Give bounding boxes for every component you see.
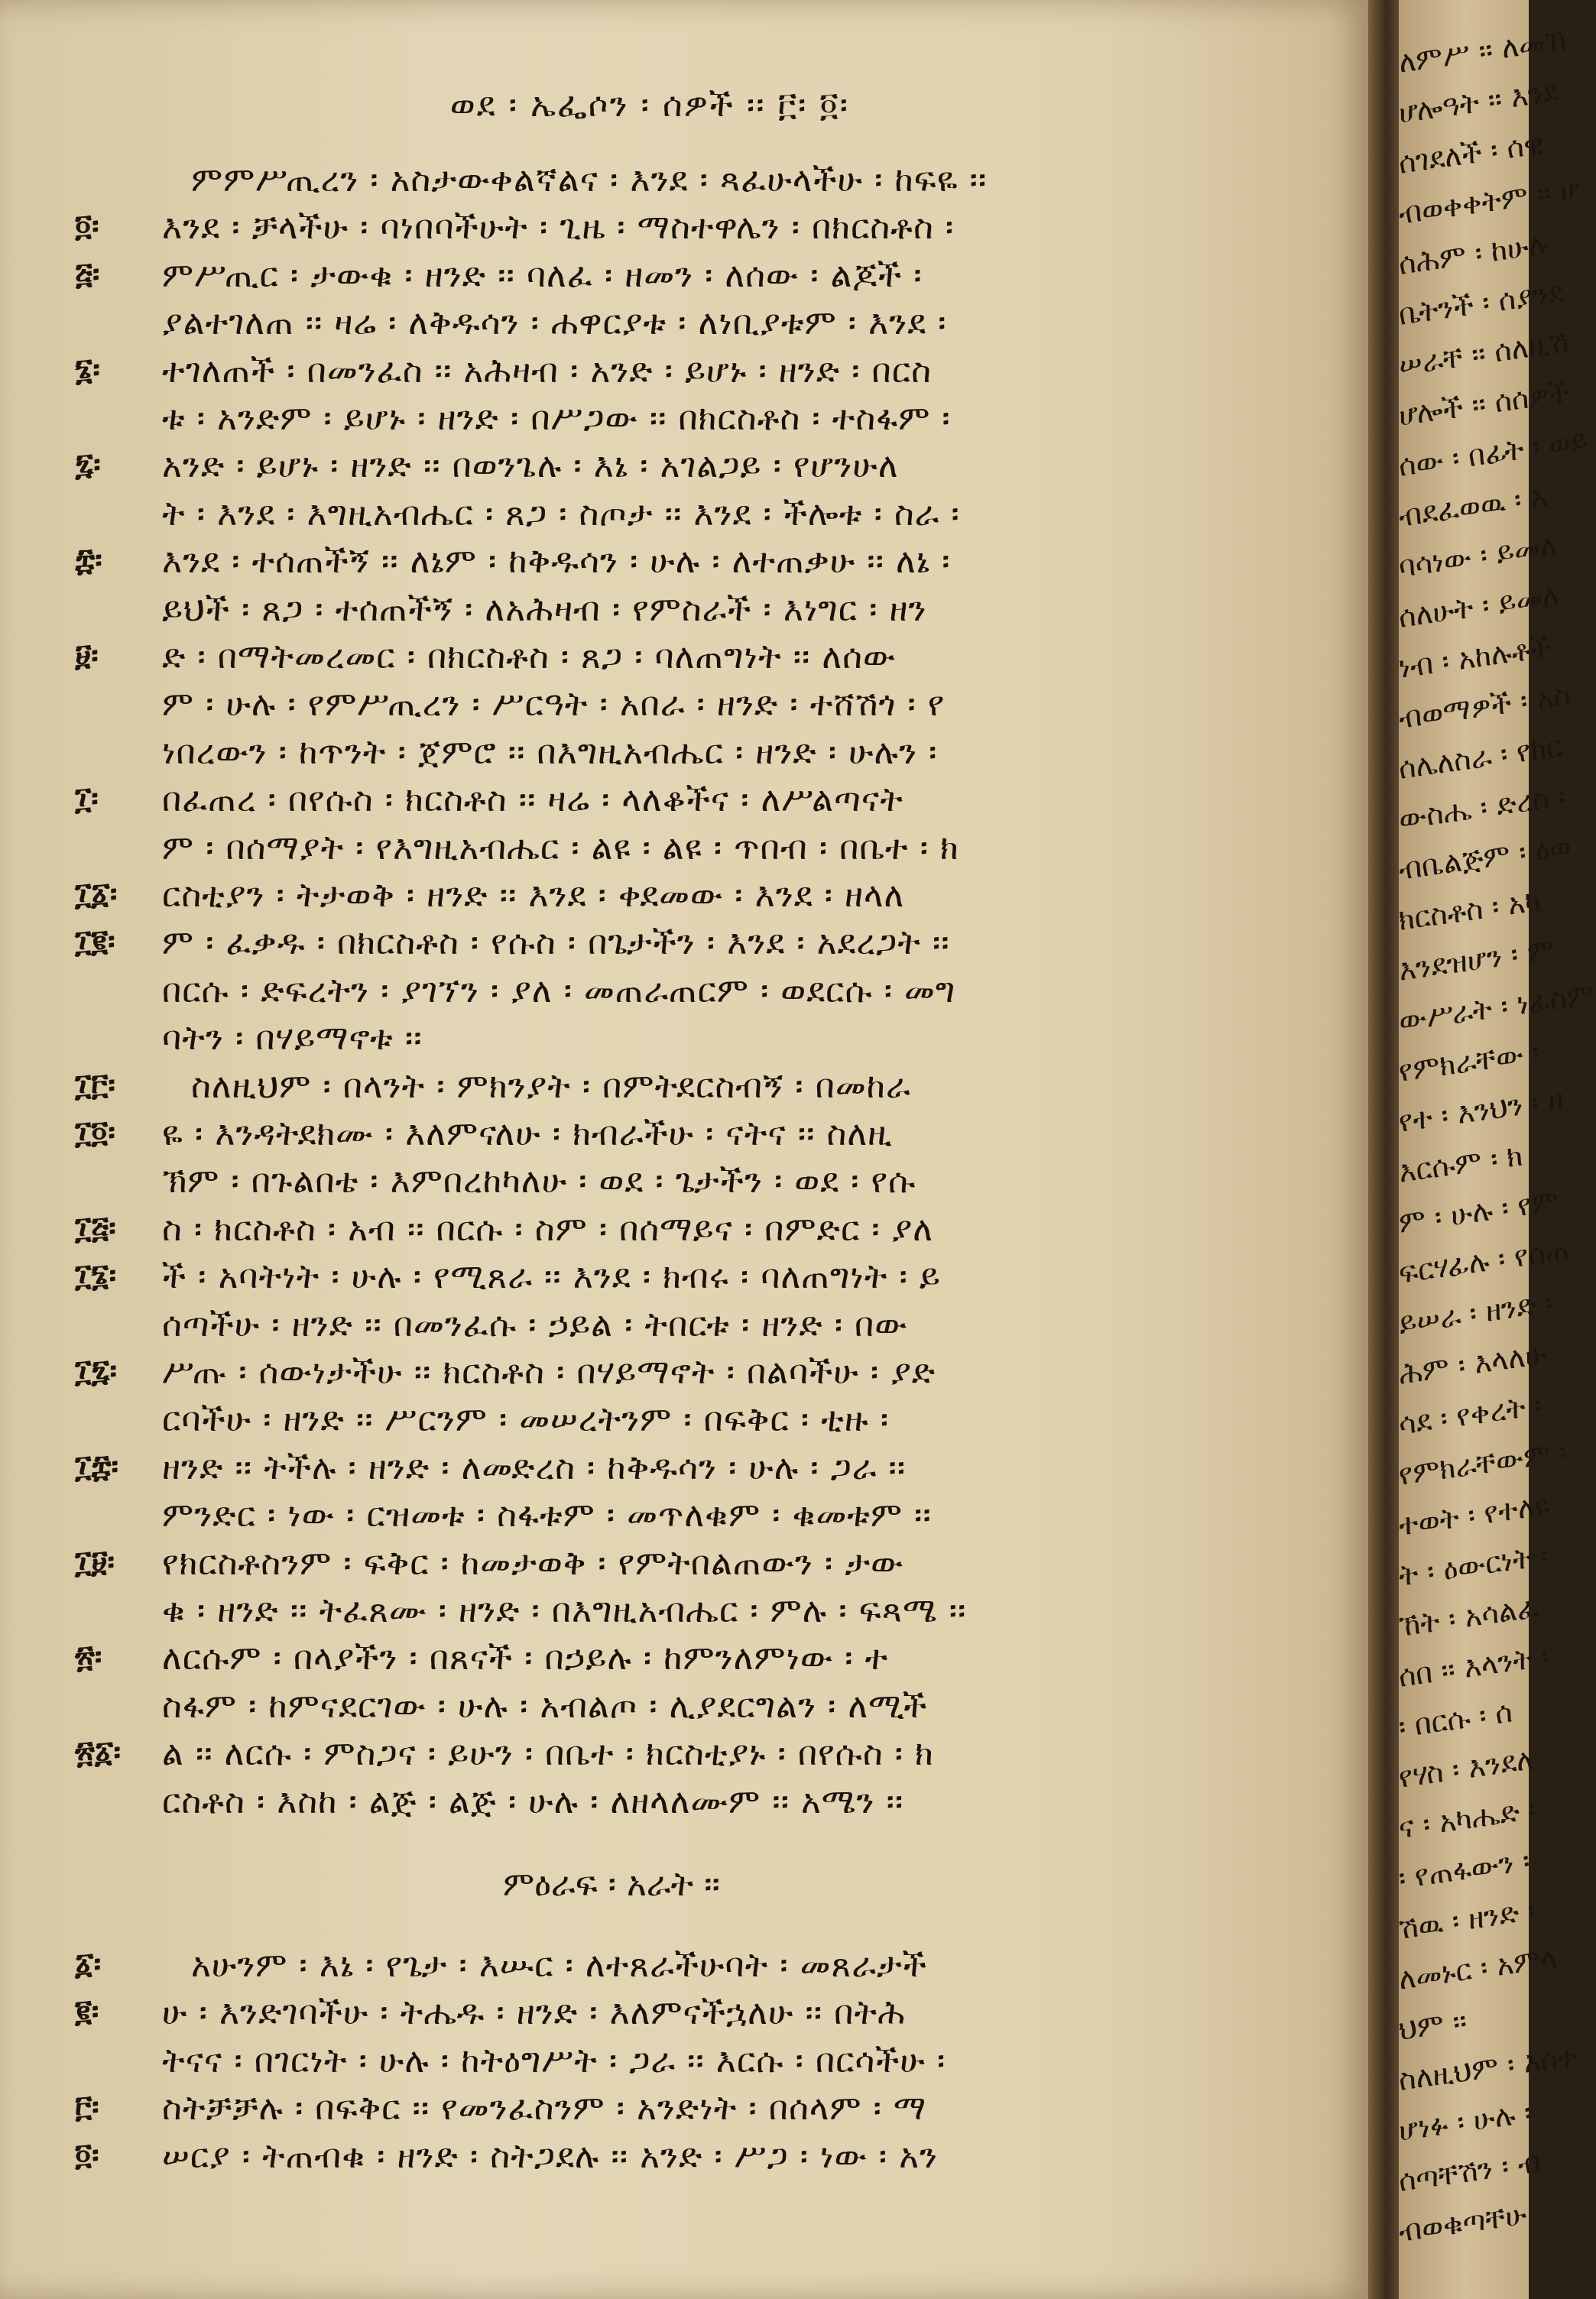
text-line (0, 399, 1368, 445)
facing-page-line: ሰሕም ፡ ከሁሉ (1396, 226, 1552, 281)
facing-page-line: ሆሎች ፡፡ ሰሰዎች (1396, 375, 1572, 433)
line-text: ተገለጠች ፡ በመንፈስ ፡፡ አሕዛብ ፡ አንድ ፡ ይሆኑ ፡ ዘንድ ፡ በርስ (162, 351, 932, 391)
text-line (0, 1305, 1368, 1351)
verse-number: ፲፯፡ (75, 1353, 117, 1389)
text-line (0, 780, 1368, 826)
facing-page-line: ሆሎዓት ፡፡ እንደ (1396, 73, 1562, 130)
verse-number: ፫፡ (75, 2089, 99, 2126)
line-text: እንደ ፡ ቻላችሁ ፡ ባነበባችሁት ፡ ጊዜ ፡ ማስተዋሌን ፡ በክርስቶስ ፡ (162, 208, 955, 248)
line-text: እንደ ፡ ተሰጠችኝ ፡፡ ለኔም ፡ ከቅዱሳን ፡ ሁሉ ፡ ለተጠቃሁ ፡፡ ለኔ ፡ (162, 542, 951, 582)
text-line (0, 2137, 1368, 2183)
line-text: ት ፡ እንደ ፡ እግዚአብሔር ፡ ጸጋ ፡ ስጦታ ፡፡ እንደ ፡ ችሎቱ ፡ ስራ ፡ (162, 494, 960, 533)
verse-number: ፳፩፡ (75, 1734, 121, 1771)
facing-page-line: ሰጣቸሽን ፡ ብ (1396, 2145, 1543, 2198)
line-text: ዬ ፡ እንዳትደክሙ ፡ እለምናለሁ ፡ ክብራችሁ ፡ ናትና ፡፡ ስለዚ (162, 1114, 893, 1153)
text-line (0, 1734, 1368, 1780)
verse-number: ፪፡ (75, 1993, 99, 2030)
text-line (0, 446, 1368, 492)
text-line (0, 208, 1368, 254)
line-text: ርባችሁ ፡ ዘንድ ፡፡ ሥርንም ፡ መሠረትንም ፡ በፍቅር ፡ ቲዙ ፡ (162, 1400, 890, 1440)
facing-page-line: ስለዚህም ፡ እሰተ (1396, 2038, 1579, 2097)
text-line (0, 1639, 1368, 1685)
text-line (0, 1114, 1368, 1160)
line-text: ል ፡፡ ለርሱ ፡ ምስጋና ፡ ይሁን ፡ በቤተ ፡ ክርስቲያኑ ፡ በየሱስ ፡ ክ (162, 1734, 934, 1774)
text-line (0, 1993, 1368, 2039)
line-text: ሰጣችሁ ፡ ዘንድ ፡፡ በመንፈሱ ፡ ኃይል ፡ ትበርቱ ፡ ዘንድ ፡ በው (162, 1305, 908, 1344)
verse-number: ፲፭፡ (75, 1209, 116, 1246)
line-text: ሠርያ ፡ ትጠብቁ ፡ ዘንድ ፡ ስትጋደሉ ፡፡ አንድ ፡ ሥጋ ፡ ነው ፡ አን (162, 2136, 938, 2176)
text-line (0, 685, 1368, 731)
facing-page-line: ኸት ፡ አሳልፈ (1396, 1590, 1541, 1643)
facing-page-line: ሳደ ፡ የቀረት ፡ (1396, 1388, 1544, 1441)
facing-page-line: ም ፡ ሁሉ ፡ የም (1396, 1183, 1561, 1240)
line-text: ስ ፡ ክርስቶስ ፡ አብ ፡፡ በርሱ ፡ ስም ፡ በሰማይና ፡ በምድር ፡ ያለ (162, 1209, 934, 1249)
line-text: ባትን ፡ በሃይማኖቱ ፡፡ (162, 1019, 423, 1059)
verse-number: ፱፡ (75, 637, 99, 673)
text-line (0, 352, 1368, 397)
verse-number: ፭፡ (75, 255, 100, 292)
line-text: አንድ ፡ ይሆኑ ፡ ዘንድ ፡፡ በወንጌሉ ፡ እኔ ፡ አገልጋይ ፡ የሆንሁለ (162, 446, 899, 486)
facing-page-line: ውስሔ ፡ ድረስ ፡ (1396, 779, 1568, 836)
text-line (0, 1782, 1368, 1828)
facing-page-line: ሕም ፡ እላለሁ (1396, 1337, 1549, 1391)
line-text: ቱ ፡ አንድም ፡ ይሆኑ ፡ ዘንድ ፡ በሥጋው ፡፡ በክርስቶስ ፡ ተስፋም ፡ (162, 399, 951, 438)
verse-number: ፲፬፡ (75, 1114, 115, 1150)
facing-page-line: ፡ በርሱ ፡ ሰ (1396, 1694, 1515, 1744)
facing-page-line: ፍርሃፊሉ ፡ የሰጠ (1396, 1232, 1572, 1290)
line-text: የክርስቶስንም ፡ ፍቅር ፡ ከመታወቅ ፡ የምትበልጠውን ፡ ታው (162, 1543, 904, 1583)
verse-number: ፲፫፡ (75, 1066, 115, 1103)
line-text: ርስቲያን ፡ ትታወቅ ፡ ዘንድ ፡፡ እንደ ፡ ቀደመው ፡ እንደ ፡ ዘላለ (162, 876, 905, 915)
verse-number: ፬፡ (75, 208, 99, 245)
facing-page-line: ት ፡ ዕውርነት ፡ (1396, 1538, 1550, 1593)
facing-page-line: ህም ፡፡ (1396, 2003, 1469, 2047)
facing-page-line: ሆነፉ ፡ ሁሉ ፡ (1396, 2095, 1534, 2148)
verse-number: ፲፡ (75, 780, 99, 817)
line-text: በፈጠረ ፡ በየሱስ ፡ ክርስቶስ ፡፡ ዛሬ ፡ ላለቆችና ፡ ለሥልጣናት (162, 780, 903, 820)
line-text: ስፋም ፡ ከምናደርገው ፡ ሁሉ ፡ አብልጦ ፡ ሊያደርግልን ፡ ለሚች (162, 1686, 928, 1726)
line-text: ምሥጢር ፡ ታውቁ ፡ ዘንድ ፡፡ ባለፈ ፡ ዘመን ፡ ለሰው ፡ ልጆች ፡ (162, 255, 923, 295)
text-line (0, 1019, 1368, 1065)
verse-number: ፳፡ (75, 1639, 102, 1675)
line-text: በርሱ ፡ ድፍረትን ፡ ያገኘን ፡ ያለ ፡ መጠራጠርም ፡ ወደርሱ ፡ መግ (162, 971, 956, 1010)
verse-number: ፲፰፡ (75, 1448, 118, 1484)
text-line (0, 161, 1368, 206)
text-line (0, 1687, 1368, 1733)
facing-page-line: ሰበ ፡፡ እላንት ፡ (1396, 1639, 1551, 1694)
facing-page (1396, 0, 1596, 2299)
running-head: ወደ ፡ ኤፌሶን ፡ ሰዎች ፡፡ ፫፡ ፬፡ (449, 86, 850, 125)
verse-number: ፬፡ (75, 2136, 99, 2173)
text-line (0, 828, 1368, 874)
verse-number: ፩፡ (75, 1946, 102, 1982)
line-text: ነበረውን ፡ ከጥንት ፡ ጀምሮ ፡፡ በእግዚአብሔር ፡ ዘንድ ፡ ሁሉን ፡ (162, 732, 938, 772)
verse-number: ፯፡ (75, 446, 101, 483)
line-text: ርስቶስ ፡ እስከ ፡ ልጅ ፡ ልጅ ፡ ሁሉ ፡ ለዘላለሙም ፡፡ አሜን ፡፡ (162, 1782, 904, 1821)
line-text: ድ ፡ በማትመረመር ፡ በክርስቶስ ፡ ጸጋ ፡ ባለጠግነት ፡፡ ለሰው (162, 637, 897, 676)
line-text: ትናና ፡ በገርነት ፡ ሁሉ ፡ ከትዕግሥት ፡ ጋራ ፡፡ እርሱ ፡ በርሳችሁ ፡ (162, 2041, 946, 2080)
text-line (0, 1210, 1368, 1256)
line-text: ይህች ፡ ጸጋ ፡ ተሰጠችኝ ፡ ለአሕዛብ ፡ የምስራች ፡ እነግር ፡ ዘን (162, 589, 927, 629)
facing-page-line: የተ ፡ እንህን ፡ ዘ (1396, 1081, 1566, 1139)
line-text: ዘንድ ፡፡ ትችሉ ፡ ዘንድ ፡ ለመድረስ ፡ ከቅዱሳን ፡ ሁሉ ፡ ጋራ ፡፡ (162, 1448, 907, 1487)
text-line (0, 637, 1368, 683)
verse-number: ፰፡ (75, 542, 102, 579)
facing-page-line: ይሠራ ፡ ዘንድ ፡ (1396, 1286, 1555, 1341)
line-text: ስትቻቻሉ ፡ በፍቅር ፡፡ የመንፈስንም ፡ አንድነት ፡ በሰላም ፡ ማ (162, 2089, 927, 2129)
text-line (0, 590, 1368, 636)
text-line (0, 733, 1368, 779)
text-line (0, 876, 1368, 922)
facing-page-line: ሰለሁት ፡ ይመለ (1396, 578, 1562, 634)
text-line (0, 923, 1368, 969)
line-text: ሥጡ ፡ ሰውነታችሁ ፡፡ ክርስቶስ ፡ በሃይማኖት ፡ በልባችሁ ፡ ያድ (162, 1353, 936, 1392)
line-text: ም ፡ ሁሉ ፡ የምሥጢረን ፡ ሥርዓት ፡ አበራ ፡ ዘንድ ፡ ተሸሽጎ ፡ የ (162, 685, 946, 725)
facing-page-line: የምክራቸው ፡ (1396, 1035, 1542, 1088)
line-text: ች ፡ አባትነት ፡ ሁሉ ፡ የሚጸራ ፡፡ እንደ ፡ ክብሩ ፡ ባለጠግነት ፡ ይ (162, 1257, 941, 1297)
facing-page-line: ብወማዎች ፡ አስ (1396, 677, 1573, 735)
text-line (0, 2089, 1368, 2135)
facing-page-line: ብቤልጅም ፡ ዕወ (1396, 828, 1573, 887)
text-line (0, 1448, 1368, 1494)
facing-page-line: ብወቁጣቸሁ (1396, 2197, 1529, 2249)
text-line (0, 2041, 1368, 2087)
text-line (0, 256, 1368, 302)
verse-number: ፲፱፡ (75, 1543, 115, 1580)
verse-number: ፲፮፡ (75, 1257, 117, 1294)
text-line (0, 1257, 1368, 1303)
facing-page-line: ሰገደለች ፡ ሰዊ (1396, 126, 1546, 180)
facing-page-line: ሽዉ ፡ ዘንድ ፡ (1396, 1893, 1537, 1946)
line-text: ኽም ፡ በጉልበቴ ፡ እምበረከካለሁ ፡ ወደ ፡ ጌታችን ፡ ወደ ፡ የሱ (162, 1162, 916, 1201)
text-line (0, 1400, 1368, 1446)
line-text: ም ፡ ፈቃዱ ፡ በክርስቶስ ፡ የሱስ ፡ በጌታችን ፡ እንደ ፡ አደረጋት ፡፡ (162, 923, 950, 963)
facing-page-line: ነብ ፡ አከሉቶች (1396, 630, 1553, 685)
facing-page-line: ብደፈወዉ ፡ እ (1396, 478, 1550, 533)
facing-page-line: ብወቀቀትም ፡፡ ሆ (1396, 172, 1582, 231)
line-text: አሁንም ፡ እኔ ፡ የጌታ ፡ እሡር ፡ ለተጸራችሁባት ፡ መጸራታች (191, 1946, 927, 1985)
facing-page-line: የምክራቸውም ፡ (1396, 1435, 1568, 1492)
text-line (0, 1946, 1368, 1992)
facing-page-line: ቤትንች ፡ ሰያንደ (1396, 274, 1566, 332)
line-text: ያልተገለጠ ፡፡ ዛሬ ፡ ለቅዱሳን ፡ ሐዋርያቱ ፡ ለነቢያቱም ፡ እንደ ፡ (162, 303, 947, 343)
verse-number: ፲፪፡ (75, 923, 115, 960)
text-line (0, 1544, 1368, 1590)
facing-page-line: የሃስ ፡ እንደለ (1396, 1742, 1536, 1795)
text-line (0, 542, 1368, 588)
text-line (0, 1353, 1368, 1399)
verse-number: ፲፩፡ (75, 876, 118, 912)
facing-page-line: ሠራቸ ፡፡ ሰለዚሽ (1396, 325, 1571, 382)
facing-page-line: ውሥራት ፡ ነፊስም (1396, 977, 1596, 1038)
facing-page-line: ና ፡ አካሔድ ፡ (1396, 1792, 1538, 1845)
text-line (0, 494, 1368, 540)
line-text: ለርሱም ፡ በላያችን ፡ በጸናች ፡ በኃይሉ ፡ ከምንለምነው ፡ ተ (162, 1639, 889, 1678)
text-line (0, 1067, 1368, 1113)
text-line (0, 1496, 1368, 1542)
facing-page-line: እንደዝሆን ፡ ም (1396, 932, 1556, 987)
facing-page-line: ሰው ፡ በፊት ፡ ወይ (1396, 423, 1591, 483)
line-text: ምንድር ፡ ነው ፡ ርዝመቱ ፡ ስፋቱም ፡ መጥለቁም ፡ ቁመቱም ፡፡ (162, 1496, 932, 1535)
line-text: ምምሥጢረን ፡ አስታውቀልኛልና ፡ እንደ ፡ ጻፈሁላችሁ ፡ ከፍዬ ፡፡ (191, 161, 988, 199)
book-gutter (1368, 0, 1399, 2299)
facing-page-line: ባሳነው ፡ ይመለ (1396, 528, 1559, 584)
line-text: ቁ ፡ ዘንድ ፡፡ ትፈጸሙ ፡ ዘንድ ፡ በእግዚአብሔር ፡ ምሉ ፡ ፍጻሜ ፡፡ (162, 1591, 967, 1630)
text-line (0, 971, 1368, 1017)
facing-page-line: ፡ የጠፋውን ፡ (1396, 1843, 1533, 1895)
verse-number: ፮፡ (75, 351, 100, 387)
line-text: ም ፡ በሰማያት ፡ የእግዚአብሔር ፡ ልዩ ፡ ልዩ ፡ ጥበብ ፡ በቤተ ፡ ክ (162, 828, 959, 867)
facing-page-line: ተወት ፡ የተለዩ (1396, 1487, 1552, 1542)
facing-page-line: ለምሥ ፡፡ ለመኸ (1396, 22, 1568, 79)
text-line (0, 303, 1368, 349)
facing-page-line: እርሱም ፡ ክ (1396, 1138, 1525, 1189)
line-text: ሁ ፡ እንድገባችሁ ፡ ትሔዱ ፡ ዘንድ ፡ እለምናችኋለሁ ፡፡ በትሕ (162, 1993, 907, 2033)
text-line (0, 1591, 1368, 1637)
chapter-title: ምዕራፍ ፡ አራት ፡፡ (503, 1865, 720, 1904)
line-text: ስለዚህም ፡ በላንት ፡ ምክንያት ፡ በምትደርስብኝ ፡ በመከራ (191, 1066, 911, 1106)
facing-page-line: ክርስቶስ ፡ አካ (1396, 884, 1543, 937)
facing-page-line: ለመኑር ፡ አምላ (1396, 1941, 1559, 1996)
text-line (0, 1162, 1368, 1208)
facing-page-line: ሰሌለስራ ፡ የክር (1396, 729, 1565, 786)
